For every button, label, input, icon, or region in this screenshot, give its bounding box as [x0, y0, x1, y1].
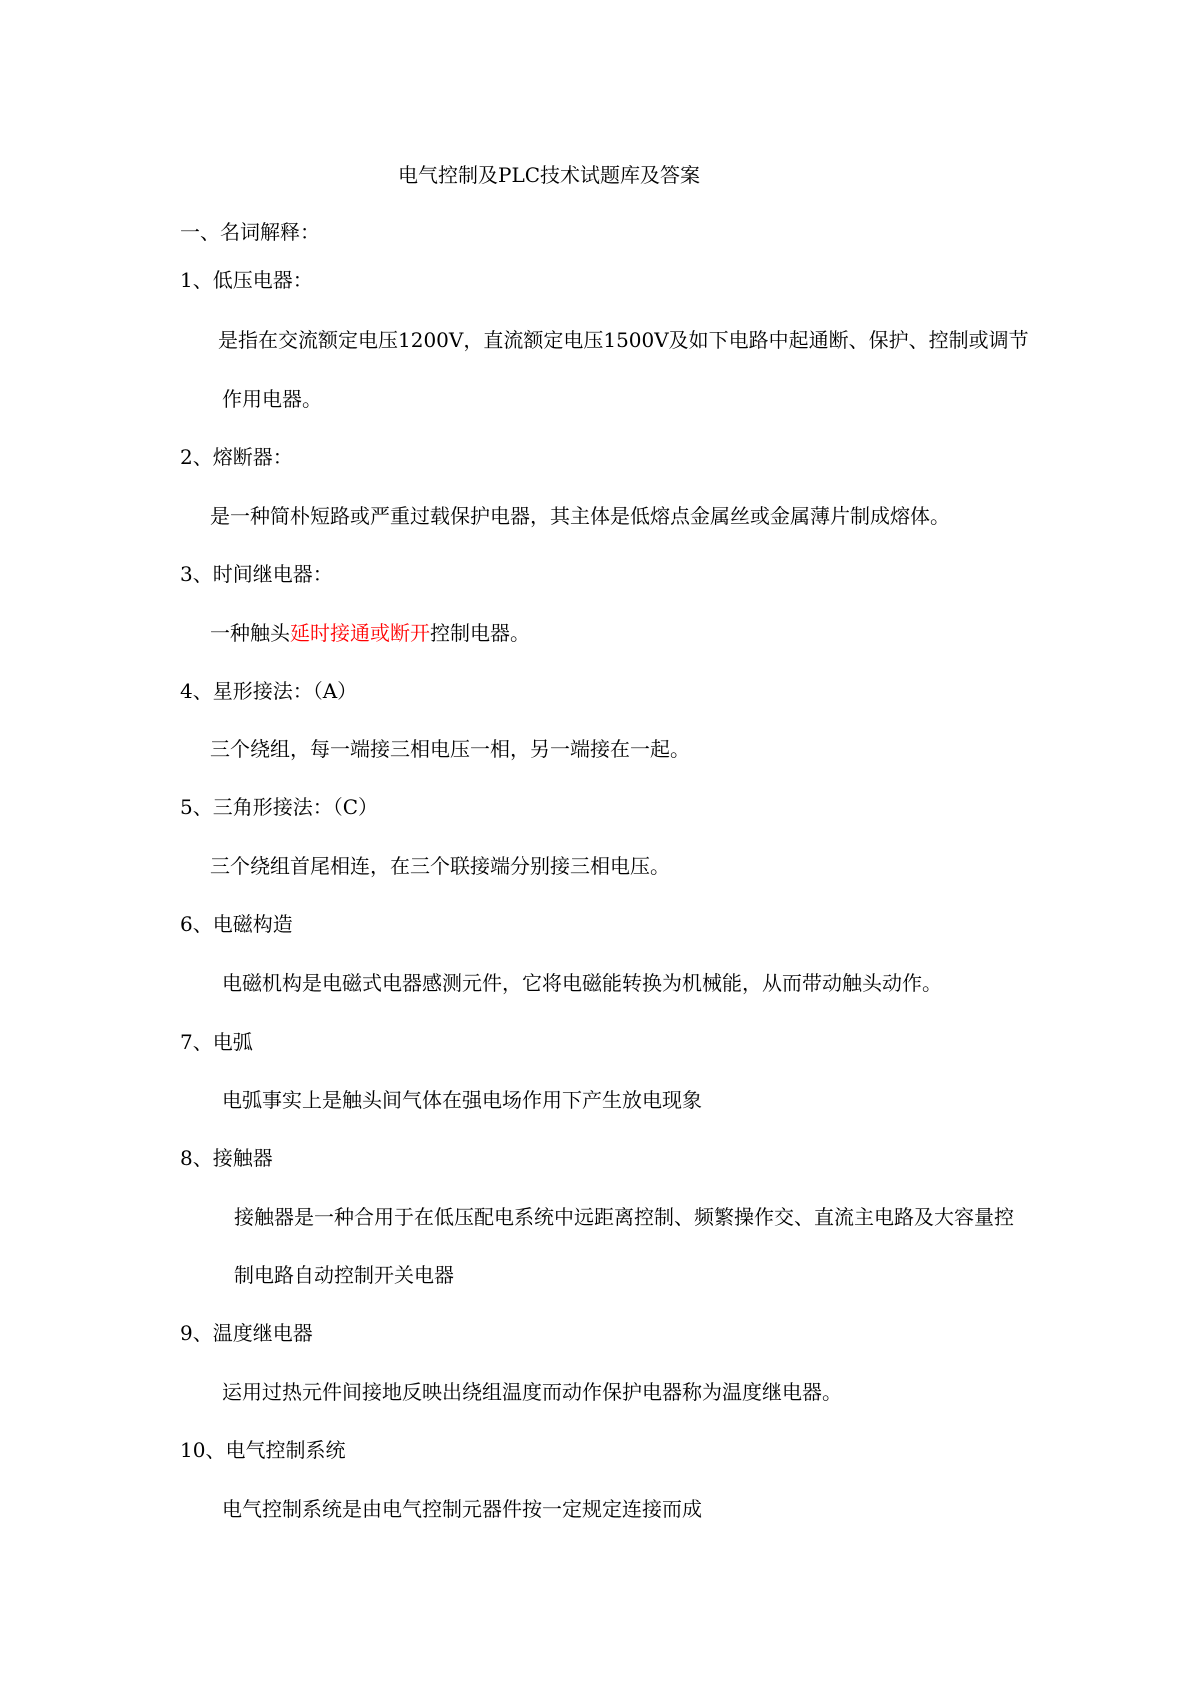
term-definition: 三个绕组，每一端接三相电压一相，另一端接在一起。 — [210, 737, 690, 761]
term-definition: 制电路自动控制开关电器 — [234, 1263, 454, 1287]
term-heading: 5、三角形接法：（C） — [180, 795, 379, 819]
definition-highlight: 延时接通或断开 — [290, 621, 430, 645]
term-definition: 是一种简朴短路或严重过载保护电器，其主体是低熔点金属丝或金属薄片制成熔体。 — [210, 504, 950, 528]
definition-text: 一种触头 — [210, 621, 290, 645]
term-heading: 8、接触器 — [180, 1146, 273, 1170]
document-title: 电气控制及PLC技术试题库及答案 — [398, 163, 701, 187]
term-definition: 电磁机构是电磁式电器感测元件，它将电磁能转换为机械能，从而带动触头动作。 — [222, 971, 942, 995]
term-definition: 接触器是一种合用于在低压配电系统中远距离控制、频繁操作交、直流主电路及大容量控 — [234, 1205, 1014, 1229]
term-heading: 9、温度继电器 — [180, 1321, 313, 1345]
term-definition — [210, 621, 530, 645]
term-definition: 电气控制系统是由电气控制元器件按一定规定连接而成 — [222, 1497, 702, 1521]
section-heading: 一、名词解释： — [180, 220, 320, 244]
definition-text: 控制电器。 — [430, 621, 530, 645]
term-heading: 7、电弧 — [180, 1030, 253, 1054]
term-definition: 是指在交流额定电压1200V，直流额定电压1500V及如下电路中起通断、保护、控制或调节 — [218, 328, 1029, 352]
term-heading: 1、低压电器： — [180, 268, 313, 292]
term-definition: 电弧事实上是触头间气体在强电场作用下产生放电现象 — [222, 1088, 702, 1112]
term-heading: 3、时间继电器： — [180, 562, 333, 586]
term-heading: 2、熔断器： — [180, 445, 293, 469]
term-definition: 三个绕组首尾相连，在三个联接端分别接三相电压。 — [210, 854, 670, 878]
term-heading: 6、电磁构造 — [180, 912, 293, 936]
term-heading: 10、电气控制系统 — [180, 1438, 346, 1462]
term-definition: 运用过热元件间接地反映出绕组温度而动作保护电器称为温度继电器。 — [222, 1380, 842, 1404]
term-definition: 作用电器。 — [222, 387, 322, 411]
term-heading: 4、星形接法：（A） — [180, 679, 358, 703]
